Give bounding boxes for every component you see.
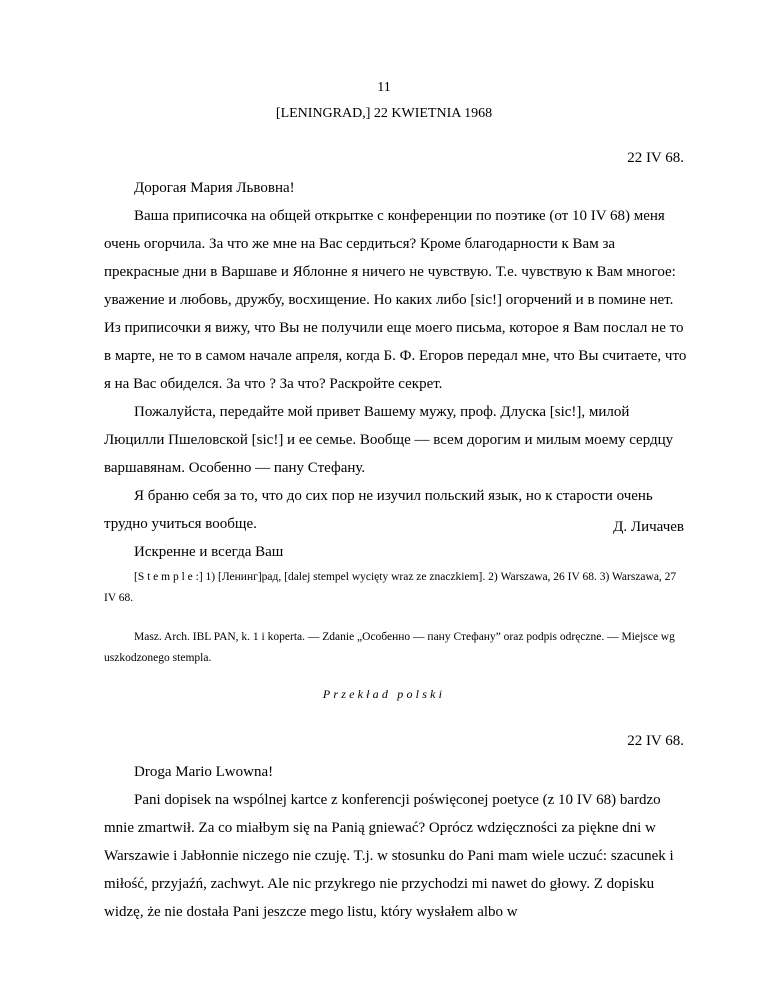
source-note-text: Masz. Arch. IBL PAN, k. 1 i koperta. — Zdanie „Особенно — пану Стефану” oraz podpis odręczne. — Miejsce wg uszkodzonego stempla. (104, 631, 675, 664)
letter-number: 11 (377, 80, 391, 95)
stamps-note (104, 567, 684, 609)
russian-letter-body (104, 174, 688, 566)
letter-date-polish: 22 IV 68. (627, 733, 684, 749)
greeting-russian: Дорогая Мария Львовна! (134, 180, 295, 196)
polish-letter-body (104, 758, 688, 926)
closing-russian: Искренне и всегда Ваш (134, 544, 284, 560)
paragraph-russian-3: Я браню себя за то, что до сих пор не изучил польский язык, но к старости очень трудно учиться вообще. (104, 488, 653, 532)
paragraph-russian-1: Ваша приписочка на общей открытке с конференции по поэтике (от 10 IV 68) меня очень огорчила. За что же мне на Вас сердиться? Кроме благодарности к Вам за прекрасные дни в Варшаве и Яблонне я ничего не чувствую. Т.е. чувствую к Вам многое: уважение и любовь, дружбу, восхищение. Но каких либо [sic!] огорчений и в помине нет. Из приписочки я вижу, что Вы не получили еще моего письма, которое я Вам послал не то в марте, не то в самом начале апреля, когда Б. Ф. Егоров передал мне, что Вы считаете, что я на Вас обиделся. За что ? За что? Раскройте секрет. (104, 208, 687, 392)
paragraph-russian-2: Пожалуйста, передайте мой привет Вашему мужу, проф. Длуска [sic!], милой Люцилли Пшеловской [sic!] и ее семье. Вообще — всем дорогим и милым моему сердцу варшавянам. Особенно — пану Стефану. (104, 404, 674, 476)
letter-heading: [LENINGRAD,] 22 KWIETNIA 1968 (275, 106, 493, 121)
greeting-polish: Droga Mario Lwowna! (134, 764, 274, 780)
translation-label: Przekład polski (322, 687, 446, 701)
letter-date-russian: 22 IV 68. (627, 150, 684, 166)
source-note (104, 627, 684, 669)
stamps-note-text: [S t e m p l e :] 1) [Ленинг]рад, [dalej stempel wycięty wraz ze znaczkiem]. 2) Warszawa, 26 IV 68. 3) Warszawa, 27 IV 68. (104, 571, 677, 604)
signature: Д. Личачев (613, 519, 684, 535)
paragraph-polish-1: Pani dopisek na wspólnej kartce z konferencji poświęconej poetyce (z 10 IV 68) bardzo mnie zmartwił. Za co miałbym się na Panią gniewać? Oprócz wdzięczności za piękne dni w Warszawie i Jabłonnie niczego nie czuję. T.j. w stosunku do Pani mam wiele uczuć: szacunek i miłość, przyjaźń, zachwyt. Ale nic przykrego nie przychodzi mi nawet do głowy. Z dopisku widzę, że nie dostała Pani jeszcze mego listu, który wysłałem albo w (104, 792, 674, 920)
